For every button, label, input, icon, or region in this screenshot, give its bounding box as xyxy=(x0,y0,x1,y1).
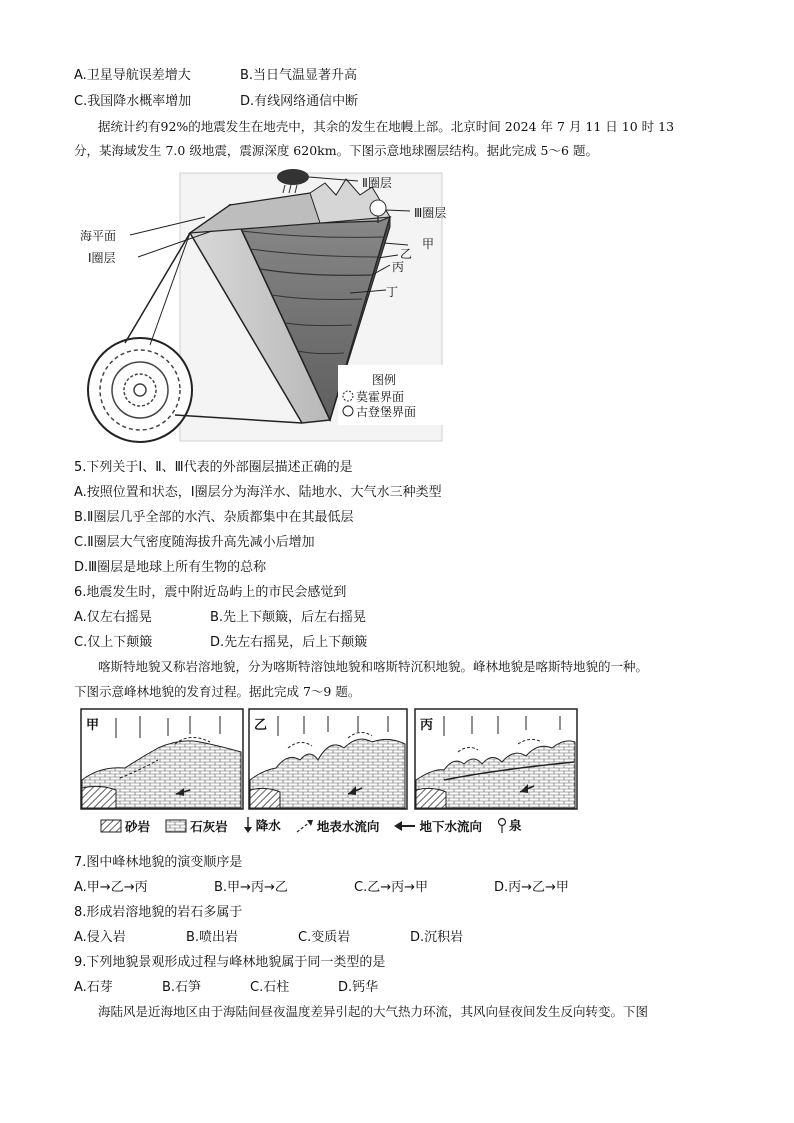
intro-7-9-line1: 喀斯特地貌又称岩溶地貌，分为喀斯特溶蚀地貌和喀斯特沉积地貌。峰林地貌是喀斯特地貌的一种。 xyxy=(98,659,649,674)
panel-label-jia: 甲 xyxy=(86,718,100,733)
sandstone-swatch-icon xyxy=(100,819,122,833)
label-yi: 乙 xyxy=(400,247,413,261)
globe xyxy=(88,338,192,442)
panel-yi xyxy=(249,709,407,809)
q4-options-row2 xyxy=(74,90,358,109)
panel-bing xyxy=(415,709,577,809)
q5-option-c: C.Ⅱ圈层大气密度随海拔升高先减小后增加 xyxy=(74,535,315,550)
limestone-swatch-icon xyxy=(165,819,187,833)
q8-stem: 8.形成岩溶地貌的岩石多属于 xyxy=(74,905,243,920)
legend-limestone: 石灰岩 xyxy=(165,817,228,835)
earth-layer-figure xyxy=(80,165,450,445)
q4-option-d: D.有线网络通信中断 xyxy=(240,94,359,109)
q7-option-a: A.甲→乙→丙 xyxy=(74,880,148,895)
label-sea-level: 海平面 xyxy=(80,229,117,243)
groundwater-flow-arrow-icon xyxy=(394,819,416,833)
q9-options xyxy=(74,976,378,995)
panel-label-yi: 乙 xyxy=(254,718,268,733)
legend-moho: 莫霍界面 xyxy=(356,390,405,404)
q5-option-a: A.按照位置和状态，Ⅰ圈层分为海洋水、陆地水、大气水三种类型 xyxy=(74,485,442,500)
q7-stem: 7.图中峰林地貌的演变顺序是 xyxy=(74,855,243,870)
q7-option-c: C.乙→丙→甲 xyxy=(354,880,428,895)
legend-sandstone: 砂岩 xyxy=(100,817,150,835)
label-jia: 甲 xyxy=(422,237,435,251)
q7-option-d: D.丙→乙→甲 xyxy=(494,880,569,895)
karst-legend xyxy=(100,816,532,837)
panel-jia xyxy=(81,709,243,809)
karst-figure xyxy=(80,708,580,838)
intro-5-6-line2: 分，某海域发生 7.0 级地震，震源深度 620km。下图示意地球圈层结构。据此完成 5～6 题。 xyxy=(74,143,598,158)
panel-label-bing: 丙 xyxy=(420,718,434,733)
q4-option-b: B.当日气温显著升高 xyxy=(240,68,358,83)
q8-option-a: A.侵入岩 xyxy=(74,930,126,945)
q6-stem: 6.地震发生时，震中附近岛屿上的市民会感觉到 xyxy=(74,585,347,600)
legend-groundwater-flow: 地下水流向 xyxy=(394,817,482,835)
label-bing: 丙 xyxy=(392,260,405,274)
q4-options-row1 xyxy=(74,64,357,83)
q5-option-d: D.Ⅲ圈层是地球上所有生物的总称 xyxy=(74,560,267,575)
q6-option-a: A.仅左右摇晃 xyxy=(74,610,152,625)
q7-options xyxy=(74,876,569,895)
q9-option-d: D.钙华 xyxy=(338,980,379,995)
legend-title: 图例 xyxy=(372,373,397,387)
q6-option-d: D.先左右摇晃，后上下颠簸 xyxy=(210,635,368,650)
label-ding: 丁 xyxy=(386,285,399,299)
legend-surface-flow: 地表水流向 xyxy=(296,817,380,835)
q6-options-row1 xyxy=(74,606,366,625)
q6-option-b: B.先上下颠簸，后左右摇晃 xyxy=(210,610,367,625)
legend-precipitation: 降水 xyxy=(243,816,281,834)
q8-option-b: B.喷出岩 xyxy=(186,930,239,945)
intro-5-6-line1: 据统计约有92%的地震发生在地壳中，其余的发生在地幔上部。北京时间 2024 年 7 月 11 日 10 时 13 xyxy=(98,119,675,134)
q9-stem: 9.下列地貌景观形成过程与峰林地貌属于同一类型的是 xyxy=(74,955,386,970)
q4-option-a: A.卫星导航误差增大 xyxy=(74,68,191,83)
label-layer-3: Ⅲ圈层 xyxy=(414,206,447,220)
surface-flow-arrow-icon xyxy=(296,819,314,833)
spring-icon xyxy=(497,817,507,833)
q9-option-a: A.石芽 xyxy=(74,980,113,995)
label-layer-2: Ⅱ圈层 xyxy=(362,176,392,190)
q8-options xyxy=(74,926,463,945)
intro-7-9-line2: 下图示意峰林地貌的发育过程。据此完成 7～9 题。 xyxy=(74,684,361,699)
label-layer-1: Ⅰ圈层 xyxy=(88,251,116,265)
q5-stem: 5.下列关于Ⅰ、Ⅱ、Ⅲ代表的外部圈层描述正确的是 xyxy=(74,460,353,475)
precipitation-arrow-icon xyxy=(243,817,253,833)
legend-spring: 泉 xyxy=(497,816,522,834)
q9-option-b: B.石笋 xyxy=(162,980,202,995)
q4-option-c: C.我国降水概率增加 xyxy=(74,94,192,109)
q6-options-row2 xyxy=(74,631,367,650)
q8-option-c: C.变质岩 xyxy=(298,930,351,945)
intro-10-line1: 海陆风是近海地区由于海陆间昼夜温度差异引起的大气热力环流，其风向昼夜间发生反向转变。下图 xyxy=(98,1004,649,1019)
q8-option-d: D.沉积岩 xyxy=(410,930,464,945)
q5-option-b: B.Ⅱ圈层几乎全部的水汽、杂质都集中在其最低层 xyxy=(74,510,354,525)
legend-gutenberg: 古登堡界面 xyxy=(356,405,417,419)
q7-option-b: B.甲→丙→乙 xyxy=(214,880,288,895)
karst-diagram xyxy=(80,708,580,812)
q9-option-c: C.石柱 xyxy=(250,980,290,995)
q6-option-c: C.仅上下颠簸 xyxy=(74,635,153,650)
